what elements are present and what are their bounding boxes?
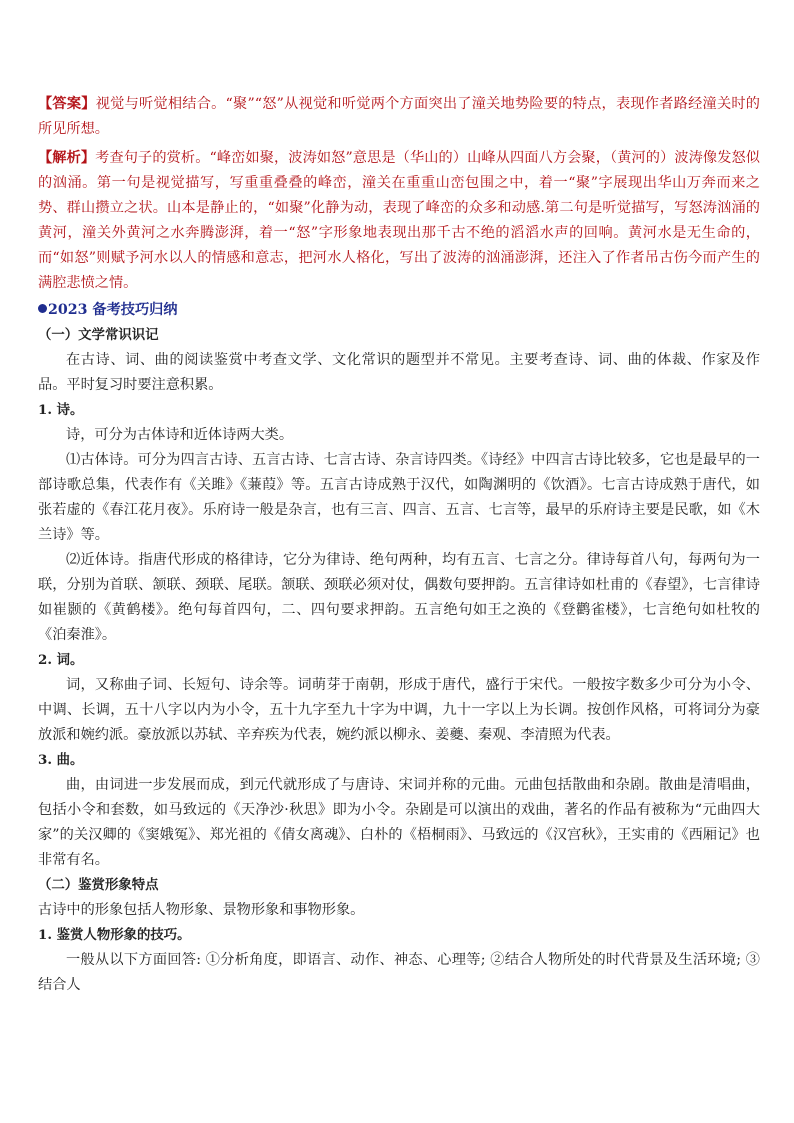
qu-heading: 3. 曲。 — [38, 752, 84, 768]
ci-text: 词，又称曲子词、长短句、诗余等。词萌芽于南朝，形成于唐代，盛行于宋代。一般按字数多少可分为小令、中调、长调，五十八字以内为小令，五十九字至九十字为中调，九十一字以上为长调。按创作风格，可将词分为豪放派和婉约派。豪放派以苏轼、辛弃疾为代表，婉约派以柳永、姜夔、秦观、李清照为代表。 — [38, 677, 760, 743]
subsection-1-intro: 在古诗、词、曲的阅读鉴赏中考查文学、文化常识的题型并不常见。主要考查诗、词、曲的体裁、作家及作品。平时复习时要注意积累。 — [38, 352, 760, 393]
answer-text: 视觉与听觉相结合。“聚”“怒”从视觉和听觉两个方面突出了潼关地势险要的特点，表现作者路经潼关时的所见所想。 — [38, 96, 760, 137]
item1-heading: 1. 鉴赏人物形象的技巧。 — [38, 927, 191, 943]
analysis-paragraph — [38, 146, 760, 296]
bullet-dot-icon — [38, 304, 47, 313]
poem-heading: 1. 诗。 — [38, 402, 84, 418]
section-title: 2023 备考技巧归纳 — [38, 298, 760, 323]
document-page — [38, 92, 760, 998]
analysis-label: 【解析】 — [38, 150, 96, 166]
ci-heading: 2. 词。 — [38, 652, 84, 668]
poem-new-style: ⑵近体诗。指唐代形成的格律诗，它分为律诗、绝句两种，均有五言、七言之分。律诗每首八句，每两句为一联，分别为首联、颔联、颈联、尾联。颔联、颈联必须对仗，偶数句要押韵。五言律诗如杜甫的《春望》，七言律诗如崔颢的《黄鹤楼》。绝句每首四句，二、四句要求押韵。五言绝句如王之涣的《登鹳雀楼》，七言绝句如杜牧的《泊秦淮》。 — [38, 552, 760, 643]
poem-old-style: ⑴古体诗。可分为四言古诗、五言古诗、七言古诗、杂言诗四类。《诗经》中四言古诗比较多，它也是最早的一部诗歌总集，代表作有《关雎》《蒹葭》等。五言古诗成熟于汉代，如陶渊明的《饮酒》。七言古诗成熟于唐代，如张若虚的《春江花月夜》。乐府诗一般是杂言，也有三言、四言、五言、七言等，最早的乐府诗主要是民歌，如《木兰诗》等。 — [38, 452, 760, 543]
analysis-text: 考查句子的赏析。“峰峦如聚，波涛如怒”意思是（华山的）山峰从四面八方会聚，（黄河的）波涛像发怒似的汹涌。第一句是视觉描写，写重重叠叠的峰峦，潼关在重重山峦包围之中，着一“聚”字展现出华山万奔而来之势、群山攒立之状。山本是静止的，“如聚”化静为动，表现了峰峦的众多和动感.第二句是听觉描写，写怒涛汹涌的黄河，潼关外黄河之水奔腾澎湃，着一“怒”字形象地表现出那千古不绝的滔滔水声的回响。黄河水是无生命的，而“如怒”则赋予河水以人的情感和意志，把河水人格化，写出了波涛的汹涌澎湃，还注入了作者吊古伤今而产生的满腔悲愤之情。 — [38, 150, 760, 291]
subsection-2-intro: 古诗中的形象包括人物形象、景物形象和事物形象。 — [38, 902, 365, 918]
subsection-title-2: （二）鉴赏形象特点 — [38, 877, 159, 893]
answer-paragraph — [38, 92, 760, 142]
qu-text: 曲，由词进一步发展而成，到元代就形成了与唐诗、宋词并称的元曲。元曲包括散曲和杂剧。散曲是清唱曲，包括小令和套数，如马致远的《天净沙·秋思》即为小令。杂剧是可以演出的戏曲，著名的作品有被称为“元曲四大家”的关汉卿的《窦娥冤》、郑光祖的《倩女离魂》、白朴的《梧桐雨》、马致远的《汉宫秋》，王实甫的《西厢记》也非常有名。 — [38, 777, 760, 868]
poem-intro: 诗，可分为古体诗和近体诗两大类。 — [66, 427, 294, 443]
subsection-title-1: （一）文学常识识记 — [38, 327, 159, 343]
item1-text: 一般从以下方面回答: ①分析角度，即语言、动作、神态、心理等; ②结合人物所处的时代背景及生活环境; ③结合人 — [38, 952, 760, 993]
answer-label: 【答案】 — [38, 96, 96, 112]
